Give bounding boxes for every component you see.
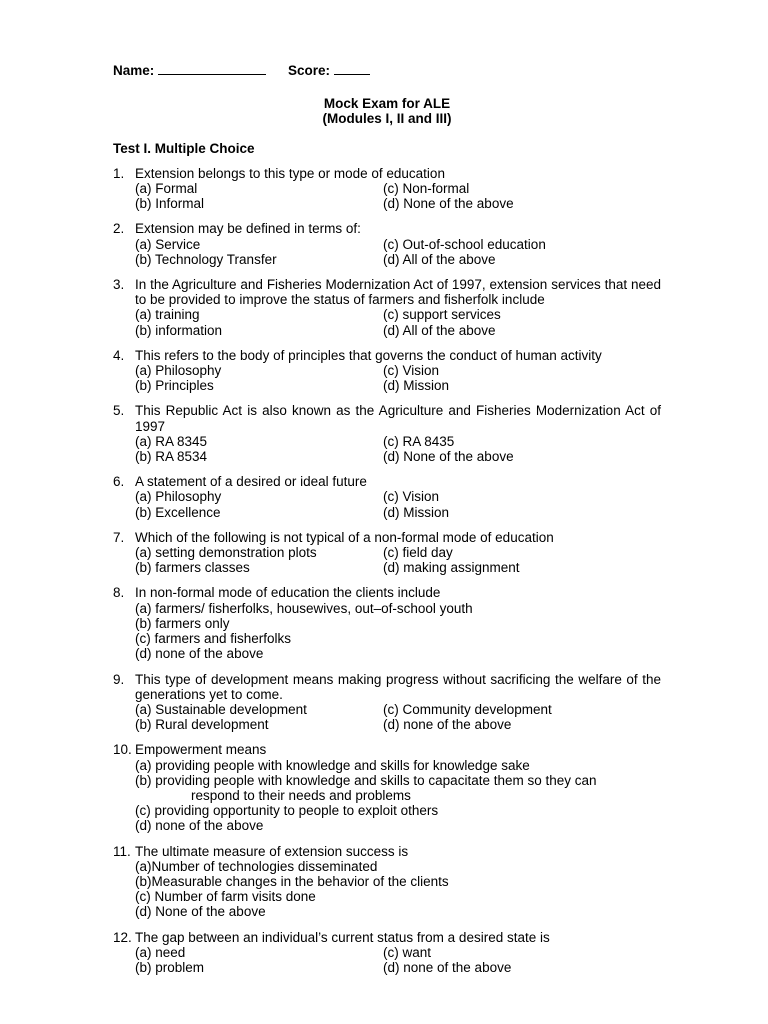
options	[135, 434, 661, 464]
question-text: The gap between an individual’s current status from a desired state is	[135, 929, 550, 945]
options	[135, 363, 661, 393]
option-b: (b) problem	[135, 959, 205, 975]
option-c: (c) support services	[383, 307, 501, 323]
question-2	[113, 221, 661, 267]
options	[135, 758, 661, 834]
option-c: (c) RA 8435	[383, 433, 455, 449]
option-b-continued: respond to their needs and problems	[191, 787, 411, 803]
test-heading: Test I. Multiple Choice	[113, 140, 255, 156]
question-text: A statement of a desired or ideal future	[135, 474, 367, 490]
question-number: 1.	[113, 165, 125, 181]
exam-page	[113, 62, 661, 985]
option-b: (b) Informal	[135, 196, 205, 212]
question-number: 5.	[113, 403, 125, 419]
question-number: 4.	[113, 347, 125, 363]
question-text: Empowerment means	[135, 742, 267, 758]
option-b: (b)Measurable changes in the behavior of the clients	[135, 873, 449, 889]
option-d: (d) None of the above	[135, 904, 266, 920]
option-a: (a) setting demonstration plots	[135, 545, 317, 561]
option-d: (d) none of the above	[383, 717, 512, 733]
option-a: (a) RA 8345	[135, 433, 208, 449]
options	[135, 545, 661, 575]
question-number: 3.	[113, 277, 125, 293]
option-a: (a) Sustainable development	[135, 701, 307, 717]
question-4	[113, 348, 661, 394]
question-number: 2.	[113, 221, 125, 237]
options	[135, 859, 661, 920]
question-text: This refers to the body of principles that governs the conduct of human activity	[135, 347, 602, 363]
option-b: (b) information	[135, 322, 223, 338]
exam-title	[113, 96, 661, 126]
question-12	[113, 930, 661, 976]
question-number: 10.	[113, 742, 132, 758]
option-b: (b) Rural development	[135, 717, 269, 733]
question-number: 9.	[113, 671, 125, 687]
question-number: 12.	[113, 929, 132, 945]
option-b: (b) Technology Transfer	[135, 251, 277, 267]
question-11	[113, 844, 661, 920]
title-line-2: (Modules I, II and III)	[322, 111, 452, 127]
option-d: (d) Mission	[383, 504, 450, 520]
option-d: (d) none of the above	[383, 959, 512, 975]
option-d: (d) None of the above	[383, 449, 514, 465]
question-text: In non-formal mode of education the clients include	[135, 585, 441, 601]
option-d: (d) Mission	[383, 378, 450, 394]
name-blank	[158, 62, 266, 75]
option-c: (c) providing opportunity to people to exploit others	[135, 803, 439, 819]
header	[113, 62, 661, 78]
name-label: Name:	[113, 63, 155, 78]
option-a: (a) Formal	[135, 181, 198, 197]
options	[135, 237, 661, 267]
question-5	[113, 403, 661, 464]
option-c: (c) Out-of-school education	[383, 236, 546, 252]
option-c: (c) Non-formal	[383, 181, 470, 197]
option-a: (a) Philosophy	[135, 489, 222, 505]
option-b: (b) RA 8534	[135, 449, 208, 465]
question-9	[113, 672, 661, 733]
option-c: (c) Vision	[383, 363, 440, 379]
option-b: (b) farmers only	[135, 615, 230, 631]
question-text: This Republic Act is also known as the Agriculture and Fisheries Modernization Act of 1997	[135, 403, 661, 434]
title-line-1: Mock Exam for ALE	[323, 96, 451, 112]
question-6	[113, 474, 661, 520]
option-c: (c) farmers and fisherfolks	[135, 631, 292, 647]
question-3	[113, 277, 661, 338]
name-field	[113, 62, 266, 78]
question-number: 6.	[113, 474, 125, 490]
option-b: (b) Excellence	[135, 504, 221, 520]
options	[135, 702, 661, 732]
option-d: (d) All of the above	[383, 322, 496, 338]
option-d: (d) All of the above	[383, 251, 496, 267]
question-7	[113, 530, 661, 576]
score-blank	[334, 62, 370, 75]
question-8	[113, 585, 661, 661]
question-number: 11.	[113, 843, 131, 859]
option-a: (a) Philosophy	[135, 363, 222, 379]
options	[135, 489, 661, 519]
question-text: Extension belongs to this type or mode of education	[135, 165, 445, 181]
option-c: (c) Number of farm visits done	[135, 889, 316, 905]
option-d: (d) none of the above	[135, 818, 264, 834]
option-b: (b) providing people with knowledge and skills to capacitate them so they can	[135, 772, 597, 788]
question-number: 8.	[113, 585, 125, 601]
option-a: (a) farmers/ fisherfolks, housewives, out–of-school youth	[135, 600, 473, 616]
question-number: 7.	[113, 529, 125, 545]
option-c: (c) field day	[383, 545, 453, 561]
question-text: Extension may be defined in terms of:	[135, 221, 361, 237]
option-b: (b) farmers classes	[135, 560, 250, 576]
options	[135, 601, 661, 662]
question-10	[113, 742, 661, 833]
option-c: (c) Community development	[383, 701, 552, 717]
option-d: (d) None of the above	[383, 196, 514, 212]
question-text: The ultimate measure of extension success is	[135, 843, 409, 859]
question-text: This type of development means making progress without sacrificing the welfare of the generations yet to come.	[135, 671, 661, 702]
option-a: (a) providing people with knowledge and skills for knowledge sake	[135, 757, 530, 773]
option-a: (a) training	[135, 307, 200, 323]
option-d: (d) none of the above	[135, 646, 264, 662]
option-a: (a) need	[135, 944, 186, 960]
option-b: (b) Principles	[135, 378, 214, 394]
question-text: In the Agriculture and Fisheries Modernization Act of 1997, extension services that need to be provided to improve the status of farmers and fisherfolk include	[135, 277, 661, 308]
option-a: (a) Service	[135, 236, 201, 252]
option-d: (d) making assignment	[383, 560, 520, 576]
option-c: (c) Vision	[383, 489, 440, 505]
score-label: Score:	[288, 63, 331, 78]
options	[135, 307, 661, 337]
options	[135, 945, 661, 975]
option-c: (c) want	[383, 944, 432, 960]
question-1	[113, 166, 661, 212]
option-a: (a)Number of technologies disseminated	[135, 858, 378, 874]
score-field	[288, 62, 370, 78]
question-text: Which of the following is not typical of a non-formal mode of education	[135, 529, 554, 545]
options	[135, 181, 661, 211]
